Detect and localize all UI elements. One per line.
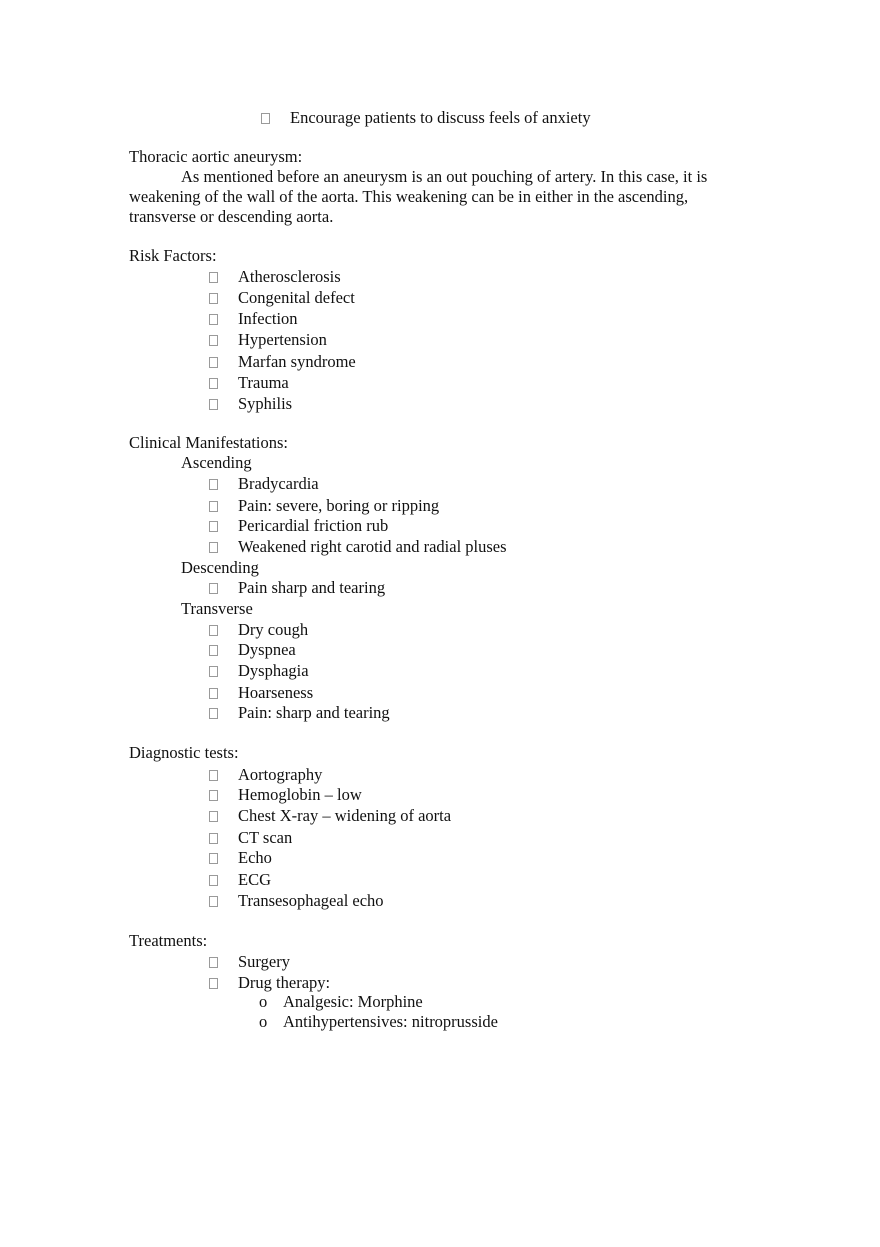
bullet-box-icon xyxy=(209,501,218,512)
bullet-box-icon xyxy=(209,811,218,822)
bullet-box-icon xyxy=(209,896,218,907)
section-heading-treatments: Treatments: xyxy=(129,931,208,950)
bullet-box-icon xyxy=(209,542,218,553)
bullet-box-icon xyxy=(209,357,218,368)
bullet-box-icon xyxy=(209,314,218,325)
bullet-box-icon xyxy=(209,978,218,989)
o-bullet-marker: o xyxy=(259,992,268,1011)
bullet-box-icon xyxy=(209,708,218,719)
bullet-box-icon xyxy=(209,833,218,844)
bullet-box-icon xyxy=(209,272,218,283)
bullet-box-icon xyxy=(209,293,218,304)
paragraph-line: transverse or descending aorta. xyxy=(129,207,334,226)
bullet-box-icon xyxy=(209,790,218,801)
bullet-box-icon xyxy=(209,770,218,781)
section-heading-diagnostic: Diagnostic tests: xyxy=(129,743,239,762)
subheading-descending: Descending xyxy=(181,558,259,577)
bullet-box-icon xyxy=(209,479,218,490)
bullet-box-icon xyxy=(261,113,270,124)
bullet-box-icon xyxy=(209,521,218,532)
bullet-box-icon xyxy=(209,688,218,699)
bullet-box-icon xyxy=(209,957,218,968)
section-heading-risk-factors: Risk Factors: xyxy=(129,246,217,265)
bullet-box-icon xyxy=(209,853,218,864)
subheading-transverse: Transverse xyxy=(181,599,253,618)
bullet-box-icon xyxy=(209,875,218,886)
section-heading-thoracic: Thoracic aortic aneurysm: xyxy=(129,147,303,166)
paragraph-line: As mentioned before an aneurysm is an out pouching of artery. In this case, it is xyxy=(181,167,708,186)
bullet-box-icon xyxy=(209,583,218,594)
bullet-box-icon xyxy=(209,399,218,410)
o-bullet-marker: o xyxy=(259,1012,268,1031)
bullet-box-icon xyxy=(209,666,218,677)
bullet-box-icon xyxy=(209,625,218,636)
subheading-ascending: Ascending xyxy=(181,453,252,472)
section-heading-clinical: Clinical Manifestations: xyxy=(129,433,289,452)
document-page: Encourage patients to discuss feels of anxiety Thoracic aortic aneurysm: As mentioned before an aneurysm is an out pouching of artery. In this case, it is weakening of the wall of the aorta. This weakening can be in either in the ascending, transverse or descending aorta. Risk Factors: Atherosclerosis Congenital defect Infection Hypertension Marfan syndrome Trauma Syphilis Clinical Manifestations: Ascending Bradycardia Pain: severe, boring or ripping Pericardial friction rub Weakened right carotid and radial pluses Descending Pain sharp and tearing Transverse Dry cough Dyspnea Dysphagia Hoarseness Pain: sharp and tearing Diagnostic tests: Aortography Hemoglobin – low Chest X-ray – widening of aorta CT scan Echo ECG Transesophageal echo Treatments: Surgery Drug therapy: o Analgesic: Morphine o Antihypertensives: nitroprusside xyxy=(129,108,708,1031)
bullet-box-icon xyxy=(209,645,218,656)
paragraph-line: weakening of the wall of the aorta. This weakening can be in either in the ascending, xyxy=(129,187,689,206)
bullet-box-icon xyxy=(209,335,218,346)
bullet-box-icon xyxy=(209,378,218,389)
